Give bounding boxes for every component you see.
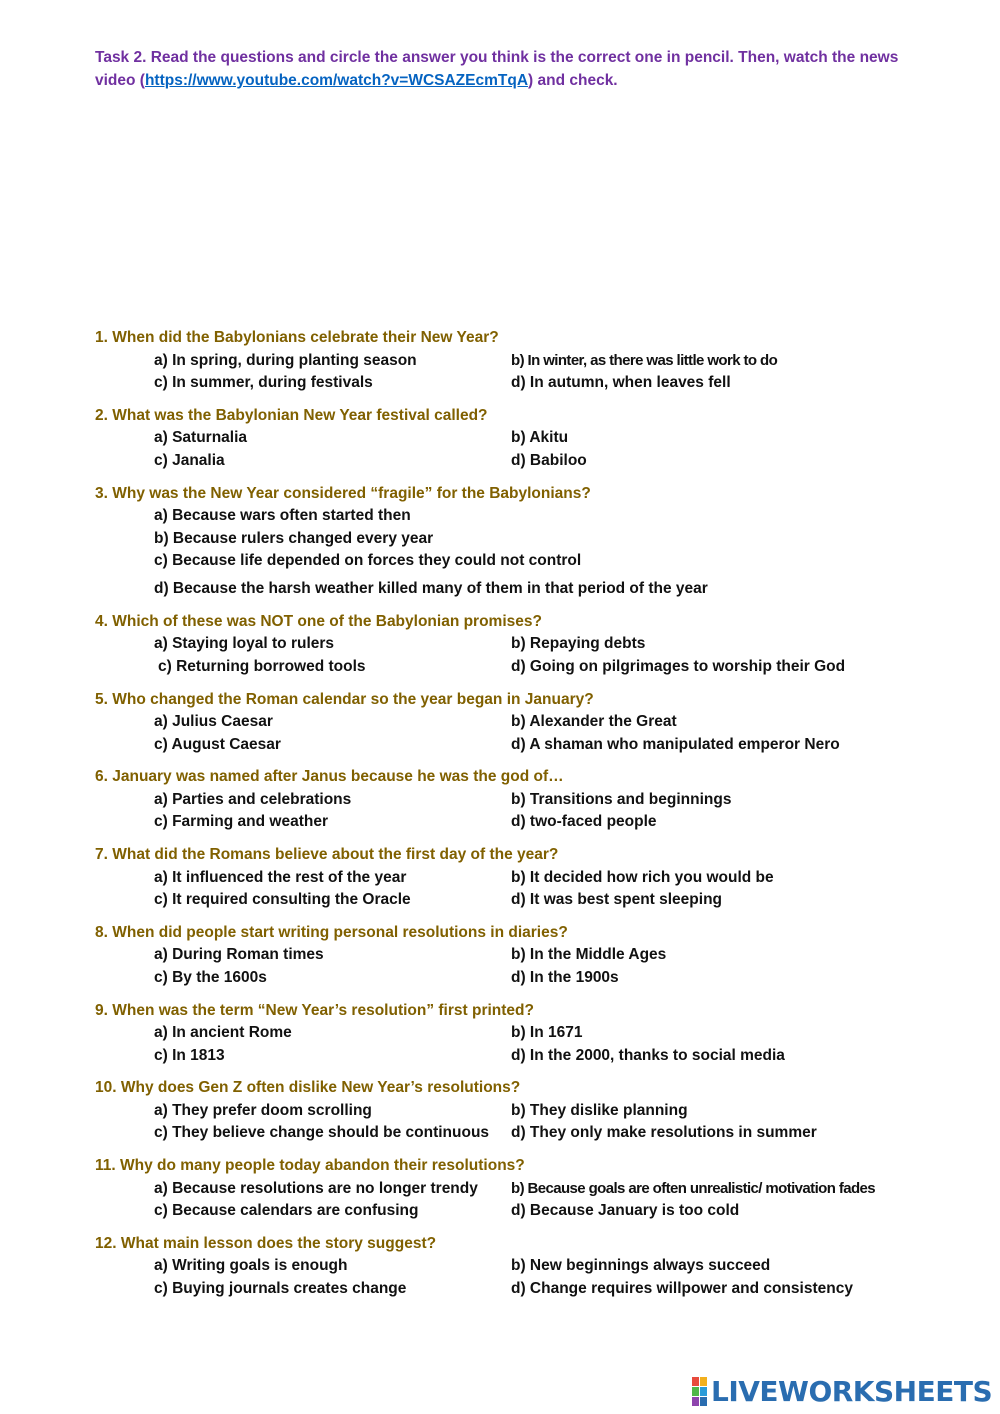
question-11: 11. Why do many people today abandon their resolutions? [95, 1157, 525, 1174]
logo-text: LIVEWORKSHEETS [711, 1374, 993, 1408]
option-10b[interactable]: b) They dislike planning [511, 1102, 688, 1119]
task-text-end: ) and check. [528, 72, 618, 89]
question-10: 10. Why does Gen Z often dislike New Year’s resolutions? [95, 1079, 521, 1096]
option-7c[interactable]: c) It required consulting the Oracle [154, 891, 411, 908]
option-6a[interactable]: a) Parties and celebrations [154, 791, 352, 808]
option-9c[interactable]: c) In 1813 [154, 1047, 225, 1064]
option-12d[interactable]: d) Change requires willpower and consistency [511, 1280, 853, 1297]
option-6b[interactable]: b) Transitions and beginnings [511, 791, 732, 808]
question-3: 3. Why was the New Year considered “fragile” for the Babylonians? [95, 485, 591, 502]
liveworksheets-logo [692, 1374, 992, 1408]
option-1c[interactable]: c) In summer, during festivals [154, 374, 373, 391]
option-1a[interactable]: a) In spring, during planting season [154, 352, 417, 369]
question-5: 5. Who changed the Roman calendar so the year began in January? [95, 691, 594, 708]
question-9: 9. When was the term “New Year’s resolution” first printed? [95, 1002, 534, 1019]
task-instructions [95, 46, 915, 92]
option-12c[interactable]: c) Buying journals creates change [154, 1280, 407, 1297]
option-4d[interactable]: d) Going on pilgrimages to worship their God [511, 658, 846, 675]
question-2: 2. What was the Babylonian New Year festival called? [95, 407, 488, 424]
option-9d[interactable]: d) In the 2000, thanks to social media [511, 1047, 785, 1064]
logo-block [700, 1387, 707, 1396]
option-10c[interactable]: c) They believe change should be continuous [154, 1124, 490, 1141]
option-2b[interactable]: b) Akitu [511, 429, 569, 446]
option-1d[interactable]: d) In autumn, when leaves fell [511, 374, 731, 391]
option-3a[interactable]: a) Because wars often started then [154, 507, 411, 524]
option-9a[interactable]: a) In ancient Rome [154, 1024, 292, 1041]
option-4a[interactable]: a) Staying loyal to rulers [154, 635, 335, 652]
option-11c[interactable]: c) Because calendars are confusing [154, 1202, 419, 1219]
option-12a[interactable]: a) Writing goals is enough [154, 1257, 348, 1274]
option-7a[interactable]: a) It influenced the rest of the year [154, 869, 407, 886]
option-10a[interactable]: a) They prefer doom scrolling [154, 1102, 372, 1119]
task-text: Task 2. Read the questions and circle the answer you think is the correct one in pencil. Then, watch the news video ( [95, 49, 899, 89]
option-5b[interactable]: b) Alexander the Great [511, 713, 677, 730]
option-8b[interactable]: b) In the Middle Ages [511, 946, 667, 963]
logo-block [700, 1377, 707, 1386]
question-8: 8. When did people start writing personal resolutions in diaries? [95, 924, 568, 941]
option-7b[interactable]: b) It decided how rich you would be [511, 869, 774, 886]
option-4c[interactable]: c) Returning borrowed tools [158, 658, 366, 675]
option-3d[interactable]: d) Because the harsh weather killed many of them in that period of the year [154, 580, 708, 597]
option-5c[interactable]: c) August Caesar [154, 736, 281, 753]
logo-block [692, 1387, 699, 1396]
option-5d[interactable]: d) A shaman who manipulated emperor Nero [511, 736, 840, 753]
option-3c[interactable]: c) Because life depended on forces they could not control [154, 552, 582, 569]
question-6: 6. January was named after Janus because he was the god of… [95, 768, 564, 785]
option-4b[interactable]: b) Repaying debts [511, 635, 646, 652]
option-8c[interactable]: c) By the 1600s [154, 969, 267, 986]
option-6c[interactable]: c) Farming and weather [154, 813, 328, 830]
option-2a[interactable]: a) Saturnalia [154, 429, 248, 446]
liveworksheets-logo-icon [692, 1377, 707, 1406]
question-4: 4. Which of these was NOT one of the Babylonian promises? [95, 613, 542, 630]
option-11b[interactable]: b) Because goals are often unrealistic/ motivation fades [511, 1180, 876, 1197]
option-5a[interactable]: a) Julius Caesar [154, 713, 273, 730]
option-2d[interactable]: d) Babiloo [511, 452, 587, 469]
option-8a[interactable]: a) During Roman times [154, 946, 324, 963]
option-11a[interactable]: a) Because resolutions are no longer trendy [154, 1180, 478, 1197]
question-12: 12. What main lesson does the story suggest? [95, 1235, 437, 1252]
video-link[interactable]: https://www.youtube.com/watch?v=WCSAZEcmTqA [144, 72, 529, 89]
logo-block [692, 1377, 699, 1386]
option-11d[interactable]: d) Because January is too cold [511, 1202, 740, 1219]
option-9b[interactable]: b) In 1671 [511, 1024, 583, 1041]
option-12b[interactable]: b) New beginnings always succeed [511, 1257, 771, 1274]
question-1: 1. When did the Babylonians celebrate their New Year? [95, 329, 499, 346]
question-7: 7. What did the Romans believe about the first day of the year? [95, 846, 559, 863]
option-7d[interactable]: d) It was best spent sleeping [511, 891, 723, 908]
logo-block [692, 1397, 699, 1406]
option-6d[interactable]: d) two-faced people [511, 813, 657, 830]
option-10d[interactable]: d) They only make resolutions in summer [511, 1124, 817, 1141]
option-2c[interactable]: c) Janalia [154, 452, 225, 469]
option-8d[interactable]: d) In the 1900s [511, 969, 619, 986]
option-1b[interactable]: b) In winter, as there was little work to do [511, 352, 778, 369]
logo-block [700, 1397, 707, 1406]
option-3b[interactable]: b) Because rulers changed every year [154, 530, 434, 547]
